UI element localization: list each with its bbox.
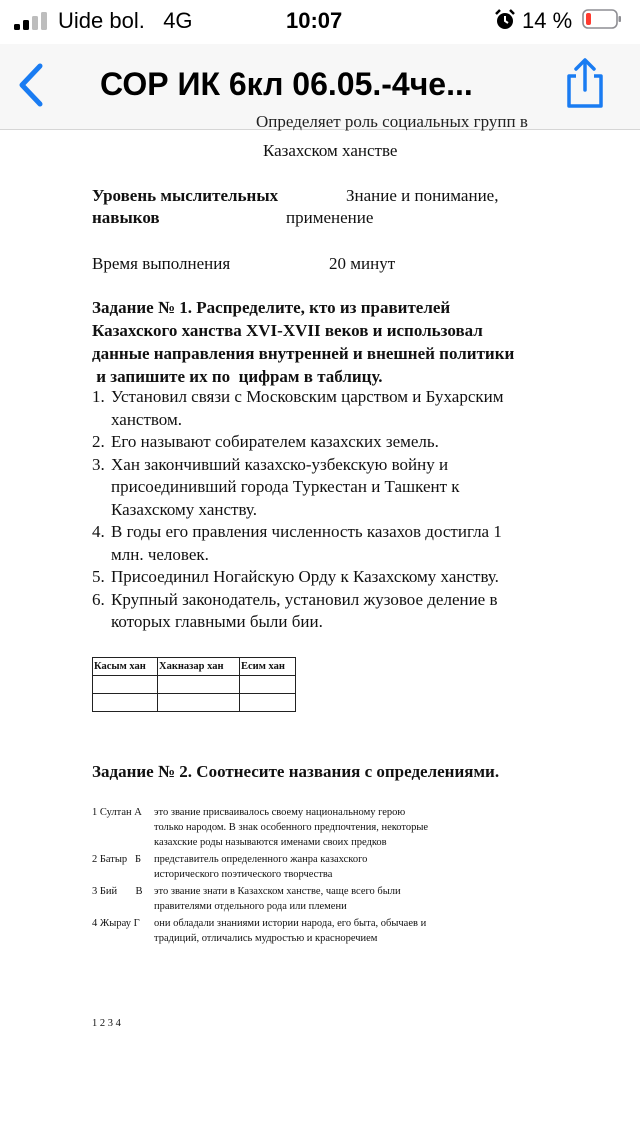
cut-off-line: Определяет роль социальных групп в <box>256 112 528 131</box>
task1-title-line: Задание № 1. Распределите, кто из правителей <box>92 298 451 317</box>
match-row-left: 1 Султан А <box>92 807 142 818</box>
task1-list <box>92 386 612 634</box>
list-item: 1. Установил связи с Московским царством и Бухарским ханством. <box>92 387 504 429</box>
table-header: Есим хан <box>240 658 296 676</box>
answer-table <box>92 657 296 712</box>
task2-title: Задание № 2. Соотнесите названия с определениями. <box>92 762 500 781</box>
list-item: 5. Присоединил Ногайскую Орду к Казахскому ханству. <box>92 567 499 586</box>
table-header: Хакназар хан <box>158 658 240 676</box>
status-bar <box>0 0 640 44</box>
skills-level-label: Уровень мыслительных <box>92 186 279 205</box>
match-row-definition: это звание знати в Казахском ханстве, чаще всего были правителями отдельного рода или племени <box>154 886 401 912</box>
skills-level-label-2: навыков <box>92 208 160 227</box>
list-item: 2. Его называют собирателем казахских земель. <box>92 432 439 451</box>
document-title: СОР ИК 6кл 06.05.-4че... <box>100 66 473 102</box>
skills-level-value-2: применение <box>286 208 374 227</box>
list-item: 3. Хан закончивший казахско-узбекскую войну и присоединивший города Туркестан и Ташкент к Казахскому ханству. <box>92 454 460 519</box>
skills-level-value: Знание и понимание, <box>346 186 499 205</box>
battery-low-icon <box>582 9 622 29</box>
match-row-definition: представитель определенного жанра казахского исторического поэтического творчества <box>154 854 368 880</box>
objective-line: Казахском ханстве <box>263 141 398 160</box>
table-row <box>93 694 296 712</box>
clock: 10:07 <box>286 8 343 33</box>
time-value: 20 минут <box>329 254 396 273</box>
network-type: 4G <box>163 8 193 33</box>
match-row-definition: они обладали знаниями истории народа, его быта, обычаев и традиций, отличались мудростью и красноречием <box>154 918 427 944</box>
time-label: Время выполнения <box>92 254 231 273</box>
document-page[interactable] <box>0 112 640 1136</box>
match-row-left: 2 Батыр Б <box>92 854 142 865</box>
battery-percent: 14 % <box>522 8 573 33</box>
task1-title-line: и запишите их по цифрам в таблицу. <box>92 367 383 386</box>
share-button[interactable] <box>562 58 608 110</box>
signal-bars-icon <box>14 12 50 30</box>
list-item: 6. Крупный законодатель, установил жузовое деление в которых главными были бии. <box>92 589 498 631</box>
carrier-name: Uide bol. 4G <box>58 8 193 33</box>
task1-title-line: Казахского ханства XVI-XVII веков и использовал <box>92 321 483 340</box>
back-button[interactable] <box>14 62 48 108</box>
match-row-definition: это звание присваивалось своему национальному герою только народом. В знак особенного предпочтения, некоторые казахские роды называются именами своих предков <box>154 807 429 848</box>
match-row-left: 3 Бий В <box>92 886 143 897</box>
match-row-left: 4 Жырау Г <box>92 918 140 929</box>
list-item: 4. В годы его правления численность казахов достигла 1 млн. человек. <box>92 522 502 564</box>
answer-numbers: 1 2 3 4 <box>92 1018 121 1029</box>
table-header: Касым хан <box>93 658 158 676</box>
table-row <box>93 676 296 694</box>
alarm-clock-icon <box>494 9 516 31</box>
task1-title-line: данные направления внутренней и внешней политики <box>92 344 515 363</box>
